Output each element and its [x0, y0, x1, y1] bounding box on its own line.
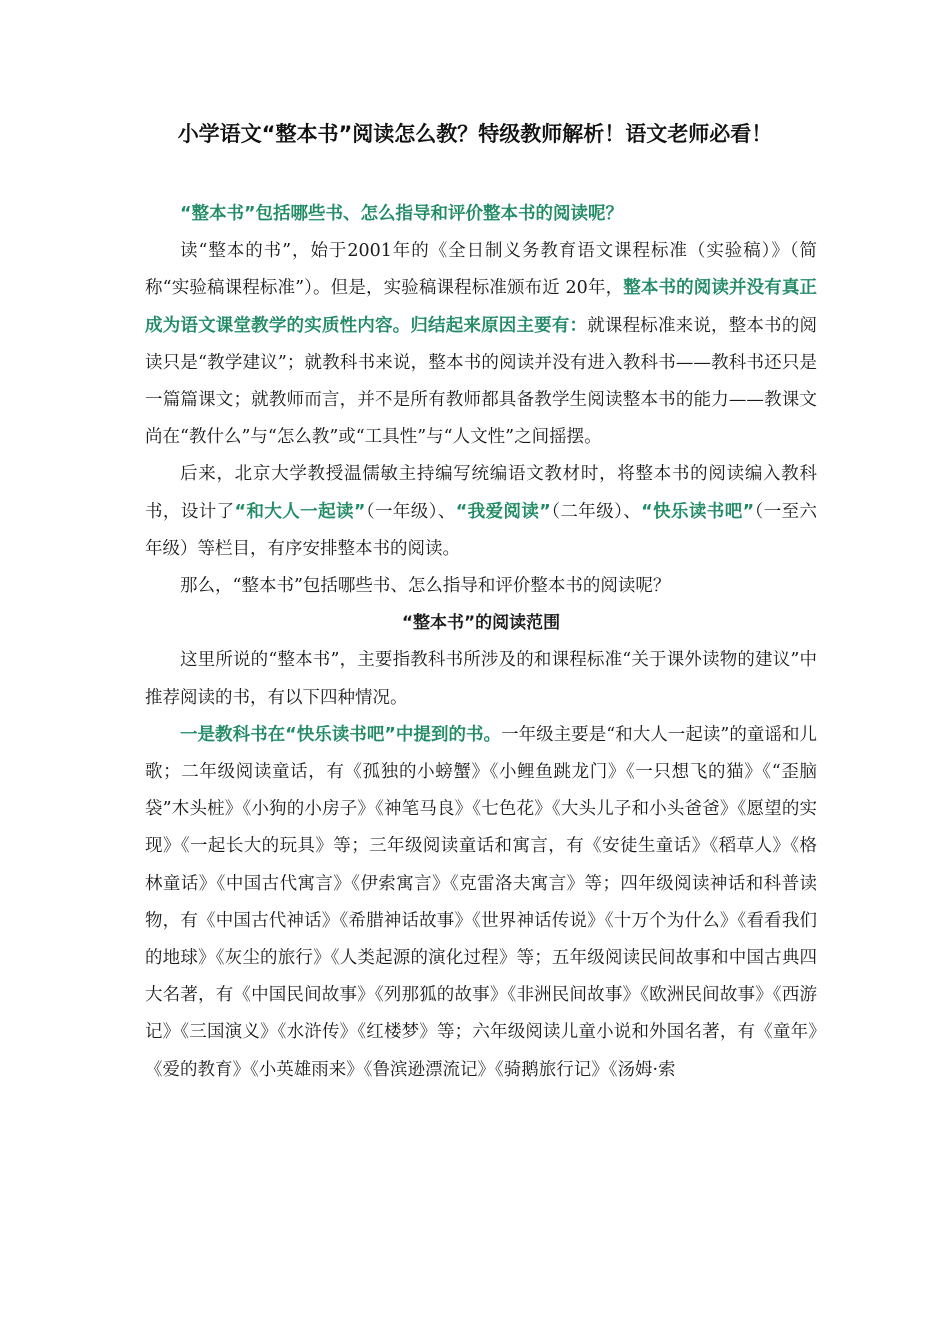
- paragraph-1: [145, 233, 817, 456]
- paragraph-1-text-a: 读“整本的书”，始于2001年的《全日制义务教育语文课程标准（实验稿）》（简称“实验稿课程标准”）。但是，实验稿课程标准颁布近 20年，: [145, 241, 817, 299]
- paragraph-2-text-a: 后来，北京大学教授温儒敏主持编写统编语文教材时，将整本书的阅读编入教科书，设计了: [145, 464, 817, 522]
- column-name-read-with-adults: “和大人一起读”: [234, 501, 366, 522]
- paragraph-5-highlight: 一是教科书在“快乐读书吧”中提到的书。: [180, 724, 502, 745]
- intro-question-text: “整本书”包括哪些书、怎么指导和评价整本书的阅读呢？: [180, 204, 624, 224]
- paragraph-2-text-e: （二年级）、: [550, 501, 642, 522]
- paragraph-5-text: 一年级主要是“和大人一起读”的童谣和儿歌；二年级阅读童话，有《孤独的小螃蟹》《小鲤鱼跳龙门》《一只想飞的猫》《“歪脑袋”木头桩》《小狗的小房子》《神笔马良》《七色花》《大头儿子和小头爸爸》《愿望的实现》《一起长大的玩具》等；三年级阅读童话和寓言，有《安徒生童话》《稻草人》《格林童话》《中国古代寓言》《伊索寓言》《克雷洛夫寓言》等；四年级阅读神话和科普读物，有《中国古代神话》《希腊神话故事》《世界神话传说》《十万个为什么》《看看我们的地球》《灰尘的旅行》《人类起源的演化过程》等；五年级阅读民间故事和中国古典四大名著，有《中国民间故事》《列那狐的故事》《非洲民间故事》《欧洲民间故事》《西游记》《三国演义》《水浒传》《红楼梦》等；六年级阅读儿童小说和外国名著，有《童年》《爱的教育》《小英雄雨来》《鲁滨逊漂流记》《骑鹅旅行记》《汤姆·索: [145, 724, 817, 1080]
- paragraph-2: [145, 456, 817, 568]
- paragraph-1-highlight: 整本书的阅读并没有真正成为语文课堂教学的实质性内容。归结起来原因主要有：: [145, 278, 817, 336]
- paragraph-2-text-g: （一至六年级）等栏目，有序安排整本书的阅读。: [145, 501, 818, 559]
- intro-question: [145, 196, 817, 233]
- paragraph-4: 这里所说的“整本书”，主要指教科书所涉及的和课程标准“关于课外读物的建议”中推荐阅读的书，有以下四种情况。: [145, 650, 817, 708]
- paragraph-1-text-c: 就课程标准来说，整本书的阅读只是“教学建议”；就教科书来说，整本书的阅读并没有进入教科书——教科书还只是一篇篇课文；就教师而言，并不是所有教师都具备教学生阅读整本书的能力——教课文尚在“教什么”与“怎么教”或“工具性”与“人文性”之间摇摆。: [145, 315, 818, 448]
- column-name-happy-reading: “快乐读书吧”: [641, 501, 755, 522]
- paragraph-2-text-c: （一年级）、: [365, 501, 456, 522]
- section-heading: “整本书”的阅读范围: [401, 613, 561, 634]
- paragraph-5: [145, 717, 817, 1089]
- article-title: 小学语文“整本书”阅读怎么教？特级教师解析！语文老师必看！: [177, 122, 773, 146]
- paragraph-3: 那么，“整本书”包括哪些书、怎么指导和评价整本书的阅读呢？: [180, 576, 671, 597]
- column-name-i-love-reading: “我爱阅读”: [455, 501, 551, 522]
- article-body: [145, 196, 817, 1089]
